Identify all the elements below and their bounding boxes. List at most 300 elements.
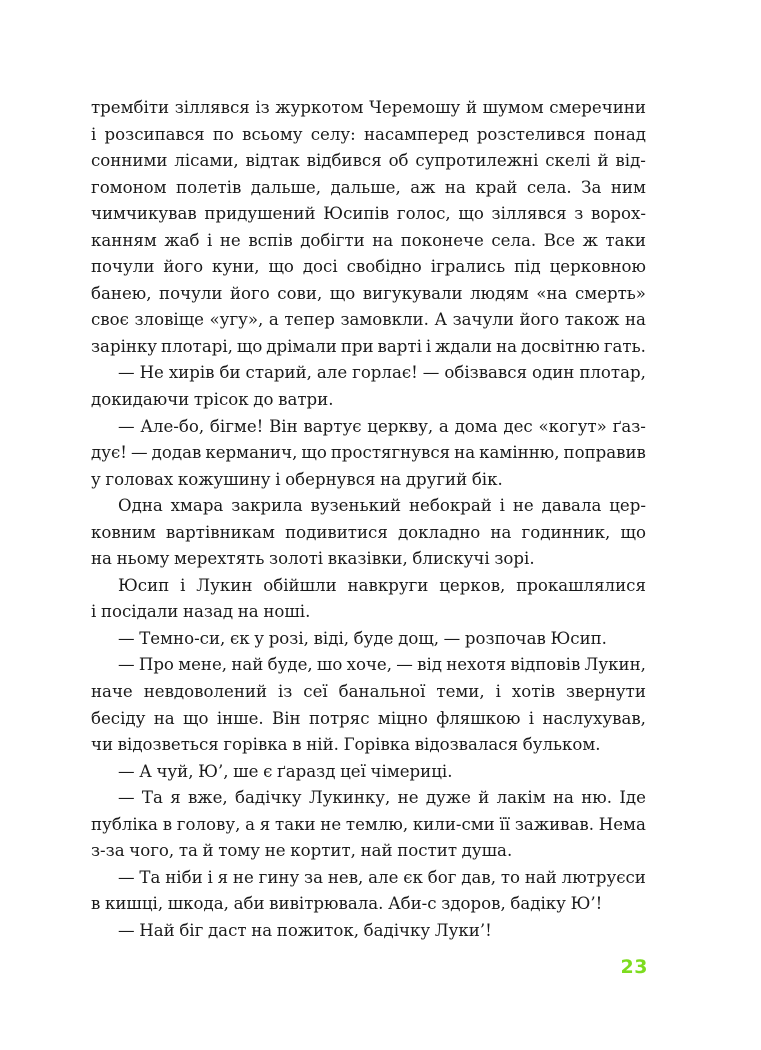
word: а xyxy=(268,310,279,330)
word: Не xyxy=(139,363,164,383)
word: ігрались xyxy=(430,257,506,277)
word: додав xyxy=(151,443,202,463)
word: Ю’, xyxy=(198,761,229,781)
word: бесіду xyxy=(91,708,146,728)
word: дощ, xyxy=(398,628,440,648)
word: Юсипів xyxy=(323,204,390,224)
word: горівка xyxy=(223,735,288,755)
text-line xyxy=(91,122,646,149)
word: Та xyxy=(139,867,161,887)
word: вже, xyxy=(187,788,228,808)
word: не xyxy=(264,841,286,861)
word: ним xyxy=(610,177,646,197)
word: прокашлялися xyxy=(516,575,646,595)
word: також xyxy=(564,310,620,330)
word: — xyxy=(118,363,135,383)
word: при xyxy=(340,336,374,356)
word: Най xyxy=(139,920,175,940)
word: бульком. xyxy=(522,735,601,755)
word: на xyxy=(153,708,175,728)
word: мерехтять xyxy=(174,549,265,569)
word: «когут» xyxy=(538,416,607,436)
word: чімериці. xyxy=(370,761,453,781)
text-line xyxy=(91,599,646,626)
text-line xyxy=(91,732,646,759)
word: би xyxy=(219,363,241,383)
word: своє xyxy=(91,310,129,330)
word: бік. xyxy=(471,469,503,489)
word: нев, xyxy=(327,867,364,887)
word: шумом xyxy=(482,98,544,117)
word: на xyxy=(251,920,273,940)
word: у xyxy=(254,628,265,648)
word: простягнувся xyxy=(330,443,451,463)
word: свобідно xyxy=(346,257,422,277)
text-line xyxy=(91,838,646,865)
word: Він xyxy=(272,708,301,728)
word: обернувся xyxy=(285,469,376,489)
word: до xyxy=(253,390,274,410)
word: бадічку xyxy=(234,788,302,808)
word: скелі xyxy=(545,151,591,171)
word: гину xyxy=(258,867,300,887)
word: його xyxy=(229,283,270,303)
word: сови, xyxy=(277,283,323,303)
word: старий, xyxy=(245,363,312,383)
word: наслухував, xyxy=(542,708,646,728)
word: ватри. xyxy=(278,390,334,410)
word: на xyxy=(454,443,476,463)
word: буде, xyxy=(267,655,313,675)
text-line xyxy=(91,865,646,892)
text-line xyxy=(91,520,646,547)
word: ню. xyxy=(581,788,612,808)
word: розстелився xyxy=(476,124,586,144)
word: — xyxy=(118,867,135,887)
word: людям xyxy=(470,283,529,303)
word: обійшли xyxy=(263,575,337,595)
word: є xyxy=(263,761,273,781)
word: не xyxy=(512,496,534,516)
word: Але-бо, xyxy=(140,416,205,436)
word: куни, xyxy=(212,257,260,277)
word: дальше, xyxy=(330,177,401,197)
word: подивитися xyxy=(285,522,388,542)
word: таки xyxy=(605,230,646,250)
word: на xyxy=(444,177,466,197)
word: вказівки, xyxy=(327,549,408,569)
word: ковним xyxy=(91,522,156,542)
word: публіка xyxy=(91,814,158,834)
word: звернути xyxy=(566,682,646,702)
word: але xyxy=(368,867,399,887)
word: смеречини xyxy=(549,98,646,117)
word: в xyxy=(162,814,173,834)
text-line xyxy=(91,546,646,573)
word: шо xyxy=(316,655,343,675)
word: хотів xyxy=(511,682,556,702)
word: що xyxy=(301,443,327,463)
text-line xyxy=(91,652,646,679)
word: потряс xyxy=(308,708,370,728)
word: добігти xyxy=(300,230,365,250)
word: його xyxy=(519,310,560,330)
word: від xyxy=(417,655,442,675)
text-line xyxy=(91,706,646,733)
word: Горівка xyxy=(343,735,411,755)
word: Юсип xyxy=(118,575,170,595)
word: єк xyxy=(403,867,423,887)
word: блискучі xyxy=(412,549,490,569)
word: чи xyxy=(91,735,114,755)
word: дальше, xyxy=(250,177,322,197)
word: біг xyxy=(179,920,204,940)
word: не xyxy=(397,788,419,808)
word: Аби-с xyxy=(388,894,437,914)
word: єк xyxy=(229,628,250,648)
word: Юсип. xyxy=(550,628,607,648)
word: із xyxy=(277,682,293,702)
word: цеї xyxy=(340,761,366,781)
text-line xyxy=(91,228,646,255)
word: вузенький xyxy=(310,496,402,516)
word: зловіще xyxy=(134,310,204,330)
word: що xyxy=(620,522,646,542)
word: на xyxy=(490,522,512,542)
word: почули xyxy=(159,283,223,303)
word: докладно xyxy=(397,522,481,542)
word: плотар, xyxy=(579,363,646,383)
text-line xyxy=(91,95,646,122)
word: а xyxy=(245,814,256,834)
word: на xyxy=(496,336,518,356)
word: Лукин xyxy=(196,575,253,595)
word: — xyxy=(118,416,135,436)
word: бігме! xyxy=(209,416,264,436)
word: банальної xyxy=(338,682,426,702)
word: що xyxy=(183,708,209,728)
word: вспів xyxy=(248,230,293,250)
word: інше. xyxy=(216,708,264,728)
text-line xyxy=(91,626,646,653)
word: в xyxy=(91,894,101,914)
word: на xyxy=(237,602,259,622)
word: церкву, xyxy=(367,416,434,436)
word: посідали xyxy=(100,602,179,622)
word: насамперед xyxy=(363,124,469,144)
word: даст xyxy=(207,920,247,940)
word: тому xyxy=(218,841,261,861)
word: понад xyxy=(593,124,646,144)
word: дуже xyxy=(425,788,471,808)
word: дес xyxy=(503,416,533,436)
word: Черемошу xyxy=(369,98,461,117)
word: то xyxy=(500,867,520,887)
word: хирів xyxy=(168,363,215,383)
word: почули xyxy=(91,257,155,277)
word: Ю’! xyxy=(570,894,603,914)
word: з xyxy=(574,204,584,224)
word: в xyxy=(292,735,302,755)
word: й xyxy=(478,788,490,808)
word: кортит, xyxy=(290,841,356,861)
word: кили-сми xyxy=(412,814,495,834)
word: під xyxy=(514,257,541,277)
word: і xyxy=(91,602,97,622)
word: невдоволений xyxy=(143,682,268,702)
word: душа. xyxy=(461,841,513,861)
word: шкода, xyxy=(167,894,229,914)
text-line xyxy=(91,175,646,202)
word: і xyxy=(275,469,281,489)
word: ворох- xyxy=(591,204,646,224)
word: відбився xyxy=(306,151,382,171)
word: керманич, xyxy=(205,443,298,463)
word: край xyxy=(475,177,518,197)
word: міцно xyxy=(377,708,428,728)
word: тепер xyxy=(284,310,335,330)
word: й xyxy=(597,151,609,171)
word: не xyxy=(219,230,241,250)
word: давала xyxy=(541,496,602,516)
word: — xyxy=(396,655,413,675)
word: не xyxy=(232,867,254,887)
word: заживав. xyxy=(514,814,594,834)
word: ше xyxy=(233,761,259,781)
word: Іде xyxy=(619,788,646,808)
word: зіллявся xyxy=(491,204,567,224)
word: її xyxy=(499,814,511,834)
word: — xyxy=(131,443,148,463)
word: досі xyxy=(302,257,338,277)
text-line xyxy=(91,387,646,414)
word: бадічку xyxy=(363,920,431,940)
word: покoнече xyxy=(400,230,484,250)
word: селу: xyxy=(310,124,356,144)
word: здоров, xyxy=(441,894,506,914)
word: з-за xyxy=(91,841,125,861)
word: трісок xyxy=(193,390,249,410)
word: придушений xyxy=(204,204,316,224)
word: на xyxy=(380,469,402,489)
word: журкотом xyxy=(275,98,364,117)
text-line xyxy=(91,307,646,334)
word: сонними xyxy=(91,151,168,171)
word: смерть» xyxy=(574,283,646,303)
word: на xyxy=(625,310,646,330)
word: віді, xyxy=(313,628,350,648)
word: пожиток, xyxy=(276,920,359,940)
text-line xyxy=(91,573,646,600)
word: і xyxy=(499,496,505,516)
word: Нема xyxy=(598,814,646,834)
word: вивітрювала. xyxy=(269,894,384,914)
word: другий xyxy=(405,469,468,489)
word: — xyxy=(118,628,135,648)
text-line xyxy=(91,812,646,839)
word: наче xyxy=(91,682,133,702)
word: зорі. xyxy=(494,549,535,569)
word: зіллявся xyxy=(174,98,250,117)
word: бог xyxy=(427,867,457,887)
word: цер- xyxy=(609,496,646,516)
word: А xyxy=(139,761,152,781)
word: ній. xyxy=(306,735,339,755)
word: обізвався xyxy=(444,363,528,383)
word: — xyxy=(118,655,135,675)
word: села. xyxy=(491,230,537,250)
word: досвітню xyxy=(521,336,600,356)
word: — xyxy=(422,363,440,383)
word: відозветься xyxy=(117,735,219,755)
text-line xyxy=(91,360,646,387)
word: вартівникам xyxy=(165,522,275,542)
word: Лукинку, xyxy=(308,788,391,808)
text-line xyxy=(91,679,646,706)
word: ґаразд xyxy=(277,761,336,781)
word: на xyxy=(372,230,394,250)
word: на xyxy=(91,549,112,569)
word: що xyxy=(458,204,484,224)
word: горлає! xyxy=(352,363,418,383)
word: і xyxy=(528,708,535,728)
text-line xyxy=(91,414,646,441)
word: відтак xyxy=(245,151,300,171)
word: — xyxy=(118,788,135,808)
word: жаб xyxy=(164,230,200,250)
word: лакім xyxy=(496,788,546,808)
body-text xyxy=(91,95,646,945)
word: плотарі, xyxy=(161,336,233,356)
word: навкруги xyxy=(347,575,429,595)
word: із xyxy=(255,98,270,117)
word: у xyxy=(91,469,101,489)
word: я xyxy=(217,867,229,887)
word: гать. xyxy=(603,336,646,356)
text-line xyxy=(91,201,646,228)
word: Одна xyxy=(118,496,163,516)
word: і xyxy=(91,124,97,144)
word: хмара xyxy=(170,496,224,516)
word: церков, xyxy=(439,575,506,595)
word: чимчикував xyxy=(91,204,197,224)
word: За xyxy=(581,177,602,197)
word: Темно-си, xyxy=(139,628,226,648)
page-number: 23 xyxy=(620,956,648,978)
word: по xyxy=(212,124,234,144)
word: і xyxy=(207,230,213,250)
word: ніби xyxy=(165,867,203,887)
word: розпочав xyxy=(464,628,546,648)
word: Все xyxy=(543,230,576,250)
word: відозвалася xyxy=(414,735,519,755)
word: докидаючи xyxy=(91,390,190,410)
word: А xyxy=(434,310,448,330)
text-line xyxy=(91,440,646,467)
word: лісами, xyxy=(174,151,239,171)
word: чуй, xyxy=(156,761,194,781)
text-line xyxy=(91,493,646,520)
word: що xyxy=(329,283,356,303)
word: годинник, xyxy=(521,522,611,542)
word: зачули xyxy=(452,310,514,330)
word: від- xyxy=(615,151,646,171)
word: назад xyxy=(182,602,234,622)
word: буде xyxy=(353,628,394,648)
word: небокрай xyxy=(408,496,492,516)
word: най xyxy=(231,655,264,675)
text-line xyxy=(91,891,646,918)
word: що xyxy=(236,336,263,356)
word: трембіти xyxy=(91,98,170,117)
word: камінню, xyxy=(479,443,560,463)
word: полетів xyxy=(176,177,242,197)
word: села. xyxy=(526,177,572,197)
word: варті xyxy=(377,336,422,356)
word: дує! xyxy=(91,443,127,463)
word: і xyxy=(180,575,186,595)
word: розі, xyxy=(268,628,309,648)
word: і xyxy=(425,336,432,356)
word: аби xyxy=(233,894,265,914)
word: голос, xyxy=(396,204,451,224)
word: нехотя xyxy=(446,655,507,675)
text-line xyxy=(91,281,646,308)
word: розсипався xyxy=(104,124,205,144)
word: — xyxy=(443,628,461,648)
word: відповів xyxy=(510,655,581,675)
word: постит xyxy=(397,841,457,861)
word: темлю, xyxy=(345,814,409,834)
word: не xyxy=(320,814,342,834)
text-line xyxy=(91,467,646,494)
word: я xyxy=(259,814,271,834)
word: кишці, xyxy=(104,894,164,914)
word: і xyxy=(207,867,213,887)
word: бадіку xyxy=(510,894,566,914)
word: най xyxy=(360,841,393,861)
word: за xyxy=(304,867,323,887)
text-line xyxy=(91,759,646,786)
word: ньому xyxy=(116,549,170,569)
word: ґаз- xyxy=(612,416,646,436)
word: що xyxy=(268,257,294,277)
word: всьому xyxy=(242,124,303,144)
word: Лукин, xyxy=(584,655,646,675)
word: й xyxy=(202,841,214,861)
word: його xyxy=(163,257,204,277)
word: церковною xyxy=(549,257,646,277)
word: гомоном xyxy=(91,177,167,197)
word: супротилежні xyxy=(415,151,539,171)
text-line xyxy=(91,334,646,361)
word: зарінку xyxy=(91,336,158,356)
word: Та xyxy=(141,788,163,808)
word: а xyxy=(438,416,449,436)
word: — xyxy=(118,920,135,940)
word: й xyxy=(465,98,477,117)
word: на xyxy=(552,788,574,808)
word: таки xyxy=(275,814,316,834)
word: канням xyxy=(91,230,157,250)
word: — xyxy=(118,761,135,781)
word: але xyxy=(316,363,348,383)
word: та xyxy=(178,841,198,861)
word: вигукували xyxy=(362,283,463,303)
word: «угу», xyxy=(209,310,264,330)
word: замовкли. xyxy=(340,310,429,330)
word: ж xyxy=(582,230,598,250)
